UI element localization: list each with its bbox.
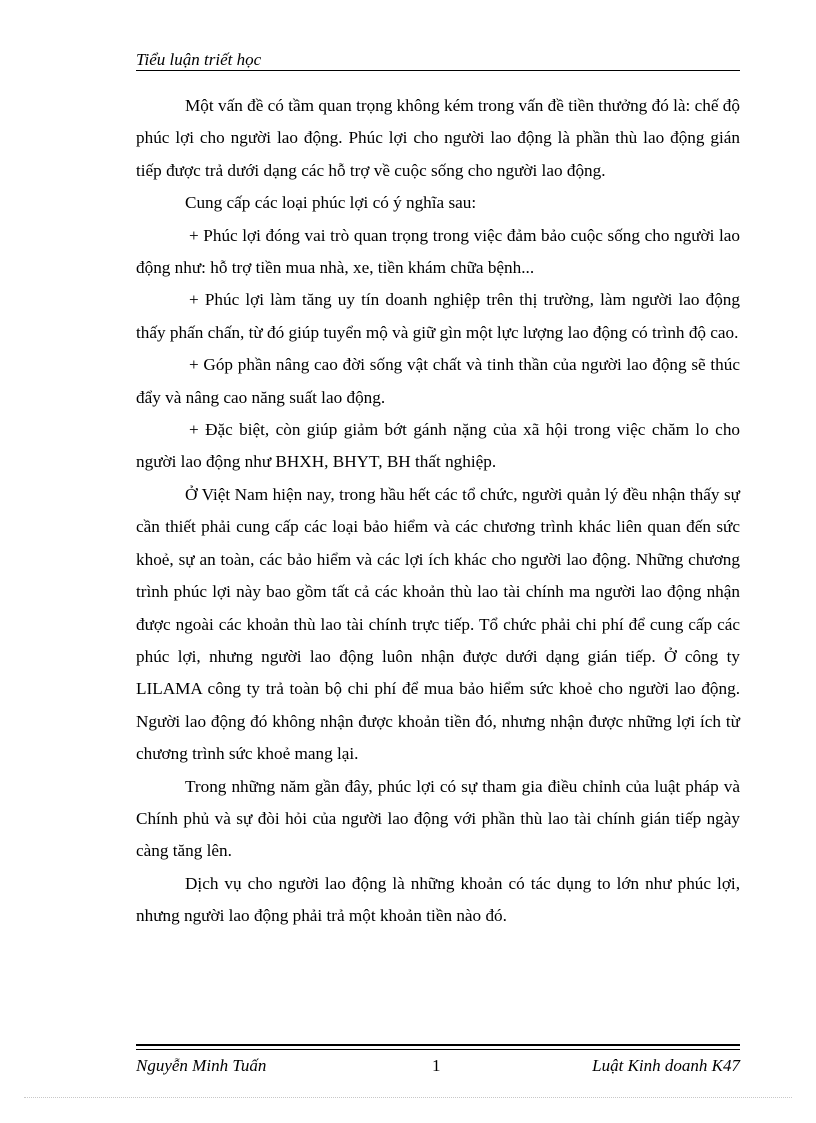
list-item-social-burden: + Đặc biệt, còn giúp giảm bớt gánh nặng của xã hội trong việc chăm lo cho người lao động như BHXH, BHYT, BH thất nghiệp. — [136, 420, 740, 472]
page-footer — [136, 1055, 740, 1077]
footer-divider-thin — [136, 1049, 740, 1050]
footer-course: Luật Kinh doanh K47 — [592, 1056, 740, 1075]
list-item-reputation: + Phúc lợi làm tăng uy tín doanh nghiệp trên thị trường, làm người lao động thấy phấn chấn, từ đó giúp tuyển mộ và giữ gìn một lực lượng lao động có trình độ cao. — [136, 290, 740, 342]
paragraph-services: Dịch vụ cho người lao động là những khoản có tác dụng to lớn như phúc lợi, nhưng người lao động phải trả một khoản tiền nào đó. — [136, 873, 740, 926]
header-divider — [136, 70, 740, 71]
paragraph-legal-regulation: Trong những năm gần đây, phúc lợi có sự tham gia điều chỉnh của luật pháp và Chính phủ và sự đòi hỏi của người lao động với phần thù lao tài chính gián tiếp ngày càng tăng lên. — [136, 776, 740, 861]
paragraph-vietnam-practice: Ở Việt Nam hiện nay, trong hầu hết các tổ chức, người quản lý đều nhận thấy sự cần thiết phải cung cấp các loại bảo hiểm và các chương trình khác liên quan đến sức khoẻ, sự an toàn, các bảo hiểm và các lợi ích khác cho người lao động. Những chương trình phúc lợi này bao gồm tất cả các khoản thù lao tài chính ma người lao động nhận được ngoài các khoản thù lao tài chính trực tiếp. Tổ chức phải chi phí để cung cấp các phúc lợi, nhưng người lao động luôn nhận được dưới dạng gián tiếp. Ở công ty LILAMA công ty trả toàn bộ chi phí để mua bảo hiểm sức khoẻ cho người lao động. Người lao động đó không nhận được khoản tiền đó, nhưng nhận được những lợi ích từ chương trình sức khoẻ mang lại. — [136, 484, 740, 764]
list-item-living-support: + Phúc lợi đóng vai trò quan trọng trong việc đảm bảo cuộc sống cho người lao động như: hỗ trợ tiền mua nhà, xe, tiền khám chữa bệnh... — [136, 225, 740, 278]
page-edge — [24, 1097, 792, 1098]
page-header — [136, 50, 740, 70]
list-item-productivity: + Góp phần nâng cao đời sống vật chất và tinh thần của người lao động sẽ thúc đẩy và nâng cao năng suất lao động. — [136, 355, 740, 407]
footer-author: Nguyễn Minh Tuấn — [136, 1056, 267, 1075]
document-title: Tiểu luận triết học — [136, 50, 262, 69]
footer-divider-thick — [136, 1044, 740, 1046]
document-body — [136, 90, 740, 933]
page-number: 1 — [432, 1056, 441, 1075]
paragraph-welfare-meaning: Cung cấp các loại phúc lợi có ý nghĩa sau: — [185, 193, 477, 213]
paragraph-welfare-intro: Một vấn đề có tầm quan trọng không kém trong vấn đề tiền thưởng đó là: chế độ phúc lợi cho người lao động. Phúc lợi cho người lao động là phần thù lao động gián tiếp được trả dưới dạng các hỗ trợ về cuộc sống cho người lao động. — [136, 96, 740, 180]
